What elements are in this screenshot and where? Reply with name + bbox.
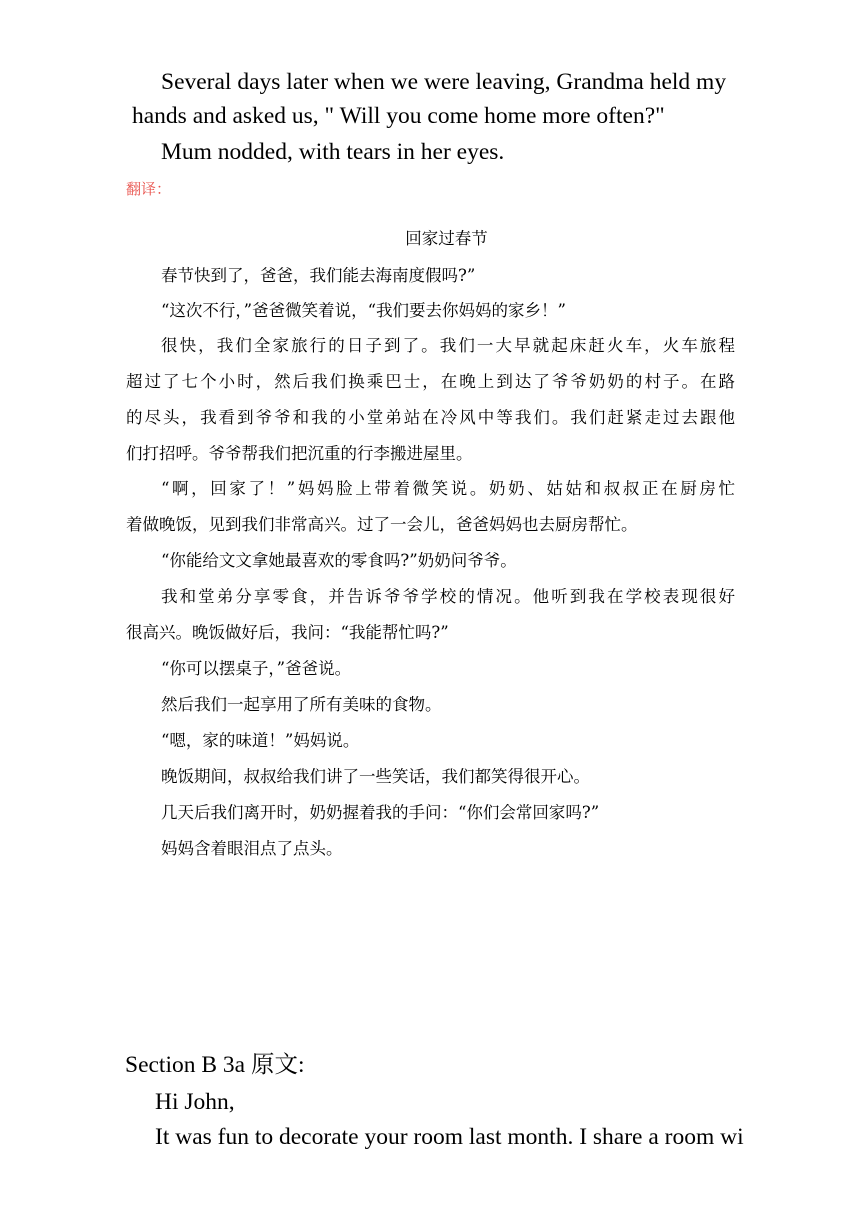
translation-line: 超过了七个小时，然后我们换乘巴士，在晚上到达了爷爷奶奶的村子。在路 <box>126 372 735 391</box>
translation-line: 的尽头，我看到爷爷和我的小堂弟站在冷风中等我们。我们赶紧走过去跟他 <box>126 408 735 427</box>
translation-line: “这次不行，”爸爸微笑着说，“我们要去你妈妈的家乡！” <box>161 301 566 320</box>
story-line-mum-nodded: Mum nodded, with tears in her eyes. <box>161 139 505 165</box>
story-line-leaving: Several days later when we were leaving, Grandma held my <box>161 69 727 95</box>
translation-line: “啊，回家了！”妈妈脸上带着微笑说。奶奶、姑姑和叔叔正在厨房忙 <box>161 479 735 498</box>
story-line-question: hands and asked us, " Will you come home more often?" <box>132 103 665 129</box>
letter-greeting: Hi John, <box>155 1089 235 1115</box>
translation-line: 着做晚饭，见到我们非常高兴。过了一会儿，爸爸妈妈也去厨房帮忙。 <box>126 515 638 534</box>
translation-label: 翻译： <box>126 180 172 198</box>
translation-title: 回家过春节 <box>405 229 488 248</box>
translation-line: “你可以摆桌子，”爸爸说。 <box>161 659 352 678</box>
translation-line: 我和堂弟分享零食，并告诉爷爷学校的情况。他听到我在学校表现很好 <box>161 587 735 606</box>
translation-line: “嗯，家的味道！”妈妈说。 <box>161 731 360 750</box>
translation-line: 妈妈含着眼泪点了点头。 <box>161 839 343 858</box>
translation-line: 很快，我们全家旅行的日子到了。我们一大早就起床赶火车，火车旅程 <box>161 336 735 355</box>
section-b-heading: Section B 3a 原文: <box>125 1052 305 1078</box>
translation-line: 几天后我们离开时，奶奶握着我的手问：“你们会常回家吗?” <box>161 803 600 822</box>
translation-line: 很高兴。晚饭做好后，我问：“我能帮忙吗?” <box>126 623 449 642</box>
translation-line: “你能给文文拿她最喜欢的零食吗?”奶奶问爷爷。 <box>161 551 517 570</box>
translation-line: 春节快到了，爸爸，我们能去海南度假吗?” <box>161 266 476 285</box>
translation-line: 们打招呼。爷爷帮我们把沉重的行李搬进屋里。 <box>126 444 473 463</box>
translation-line: 晚饭期间，叔叔给我们讲了一些笑话，我们都笑得很开心。 <box>161 767 590 786</box>
translation-line: 然后我们一起享用了所有美味的食物。 <box>161 695 442 714</box>
letter-first-line: It was fun to decorate your room last month. I share a room wi <box>155 1124 744 1150</box>
